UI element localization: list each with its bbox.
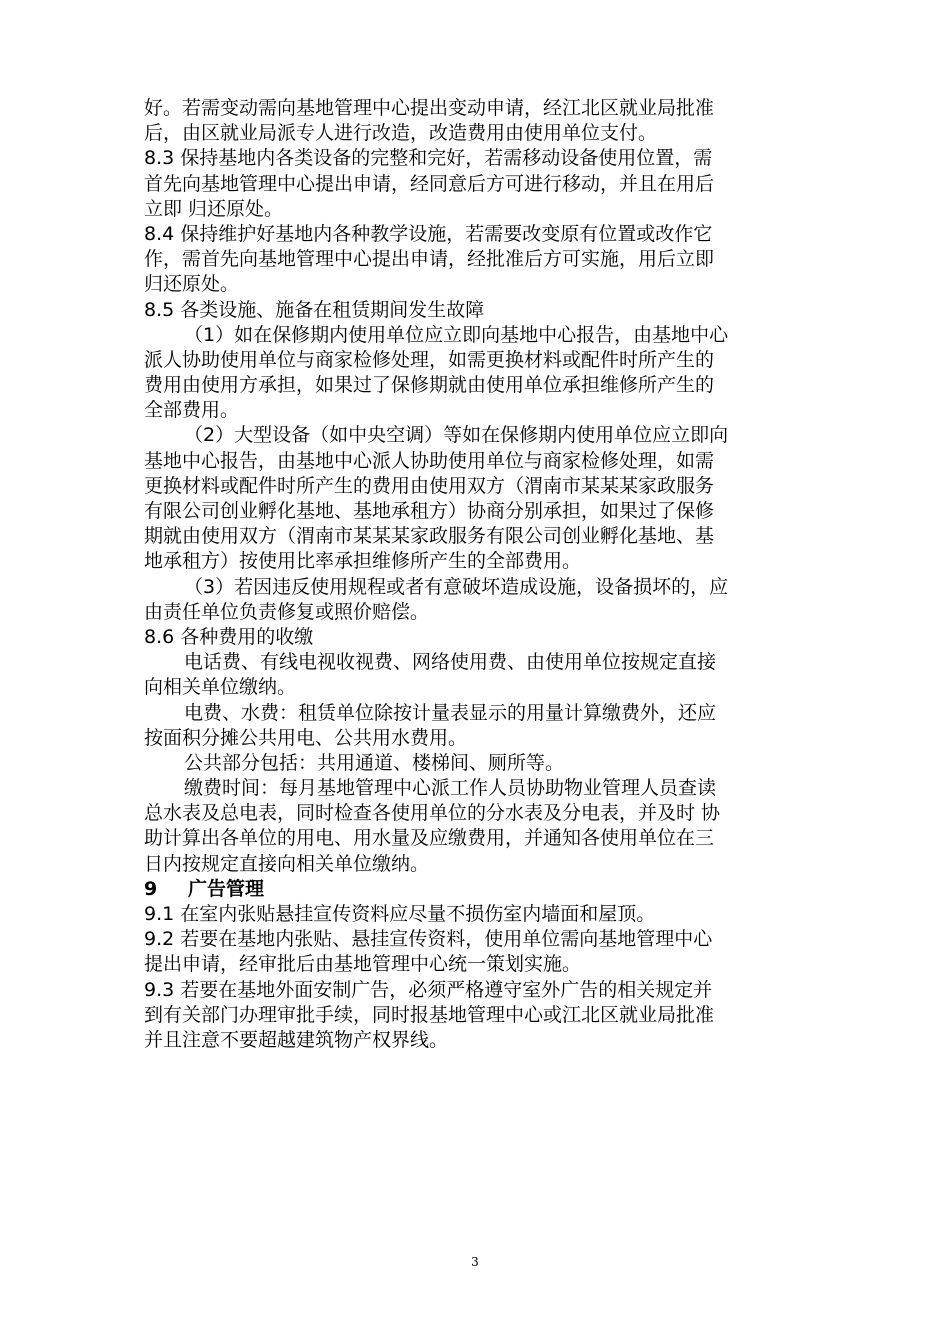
text-line: 到有关部门办理审批手续，同时报基地管理中心或江北区就业局批准 (144, 1003, 715, 1026)
text-line: 公共部分包括：共用通道、楼梯间、厕所等。 (184, 751, 565, 774)
text-line: 8.5 各类设施、施备在租赁期间发生故障 (144, 298, 485, 321)
text-line: 归还原处。 (144, 273, 240, 296)
section-heading (144, 877, 808, 902)
text-line: 提出申请，经审批后由基地管理中心统一策划实施。 (144, 953, 582, 976)
text-line: 日内按规定直接向相关单位缴纳。 (144, 852, 430, 875)
document-body-after-heading (144, 902, 808, 1053)
text-line: （3）若因违反使用规程或者有意破坏造成设施，设备损坏的，应 (184, 575, 729, 598)
document-body (144, 96, 808, 877)
text-line: 总水表及总电表，同时检查各使用单位的分水表及分电表，并及时 协 (144, 802, 721, 825)
text-line: 9.3 若要在基地外面安制广告，必须严格遵守室外广告的相关规定并 (144, 978, 713, 1001)
text-line: 后，由区就业局派专人进行改造，改造费用由使用单位支付。 (144, 122, 658, 145)
text-line: 期就由使用双方（渭南市某某某家政服务有限公司创业孵化基地、基 (144, 525, 715, 548)
text-line: 并且注意不要超越建筑物产权界线。 (144, 1028, 449, 1051)
text-line: 基地中心报告，由基地中心派人协助使用单位与商家检修处理，如需 (144, 449, 715, 472)
text-line: 9.2 若要在基地内张贴、悬挂宣传资料，使用单位需向基地管理中心 (144, 928, 713, 951)
section-heading-number: 9 (144, 877, 158, 900)
page-number: 3 (471, 1255, 479, 1269)
text-line: 9.1 在室内张贴悬挂宣传资料应尽量不损伤室内墙面和屋顶。 (144, 903, 656, 925)
text-line: 电话费、有线电视收视费、网络使用费、由使用单位按规定直接 (184, 651, 717, 674)
text-line: 缴费时间：每月基地管理中心派工作人员协助物业管理人员查读 (184, 777, 717, 800)
text-line: （1）如在保修期内使用单位应立即向基地中心报告，由基地中心 (184, 323, 729, 346)
text-line: 由责任单位负责修复或照价赔偿。 (144, 600, 430, 623)
text-line: 8.3 保持基地内各类设备的完整和完好，若需移动设备使用位置，需 (144, 147, 713, 170)
text-line: 全部费用。 (144, 399, 240, 422)
text-line: 地承租方）按使用比率承担维修所产生的全部费用。 (144, 550, 582, 573)
text-line: 好。若需变动需向基地管理中心提出变动申请，经江北区就业局批准 (144, 97, 715, 119)
document-page (144, 96, 808, 1053)
text-line: 更换材料或配件时所产生的费用由使用双方（渭南市某某某家政服务 (144, 474, 715, 497)
text-line: 助计算出各单位的用电、用水量及应缴费用，并通知各使用单位在三 (144, 827, 715, 850)
text-line: 8.4 保持维护好基地内各种教学设施，若需要改变原有位置或改作它 (144, 222, 713, 245)
text-line: 派人协助使用单位与商家检修处理，如需更换材料或配件时所产生的 (144, 348, 715, 371)
text-line: 8.6 各种费用的收缴 (144, 625, 314, 648)
text-line: 有限公司创业孵化基地、基地承租方）协商分别承担，如果过了保修 (144, 500, 715, 522)
text-line: 电费、水费：租赁单位除按计量表显示的用量计算缴费外，还应 (184, 701, 717, 724)
text-line: 向相关单位缴纳。 (144, 676, 297, 699)
text-line: 首先向基地管理中心提出申请，经同意后方可进行移动，并且在用后 (144, 172, 715, 195)
text-line: 立即 归还原处。 (144, 197, 284, 220)
section-heading-title: 广告管理 (188, 877, 265, 900)
text-line: 费用由使用方承担，如果过了保修期就由使用单位承担维修所产生的 (144, 374, 715, 397)
text-line: 作，需首先向基地管理中心提出申请，经批准后方可实施，用后立即 (144, 248, 715, 271)
text-line: 按面积分摊公共用电、公共用水费用。 (144, 726, 468, 749)
text-line: （2）大型设备（如中央空调）等如在保修期内使用单位应立即向 (184, 424, 729, 447)
